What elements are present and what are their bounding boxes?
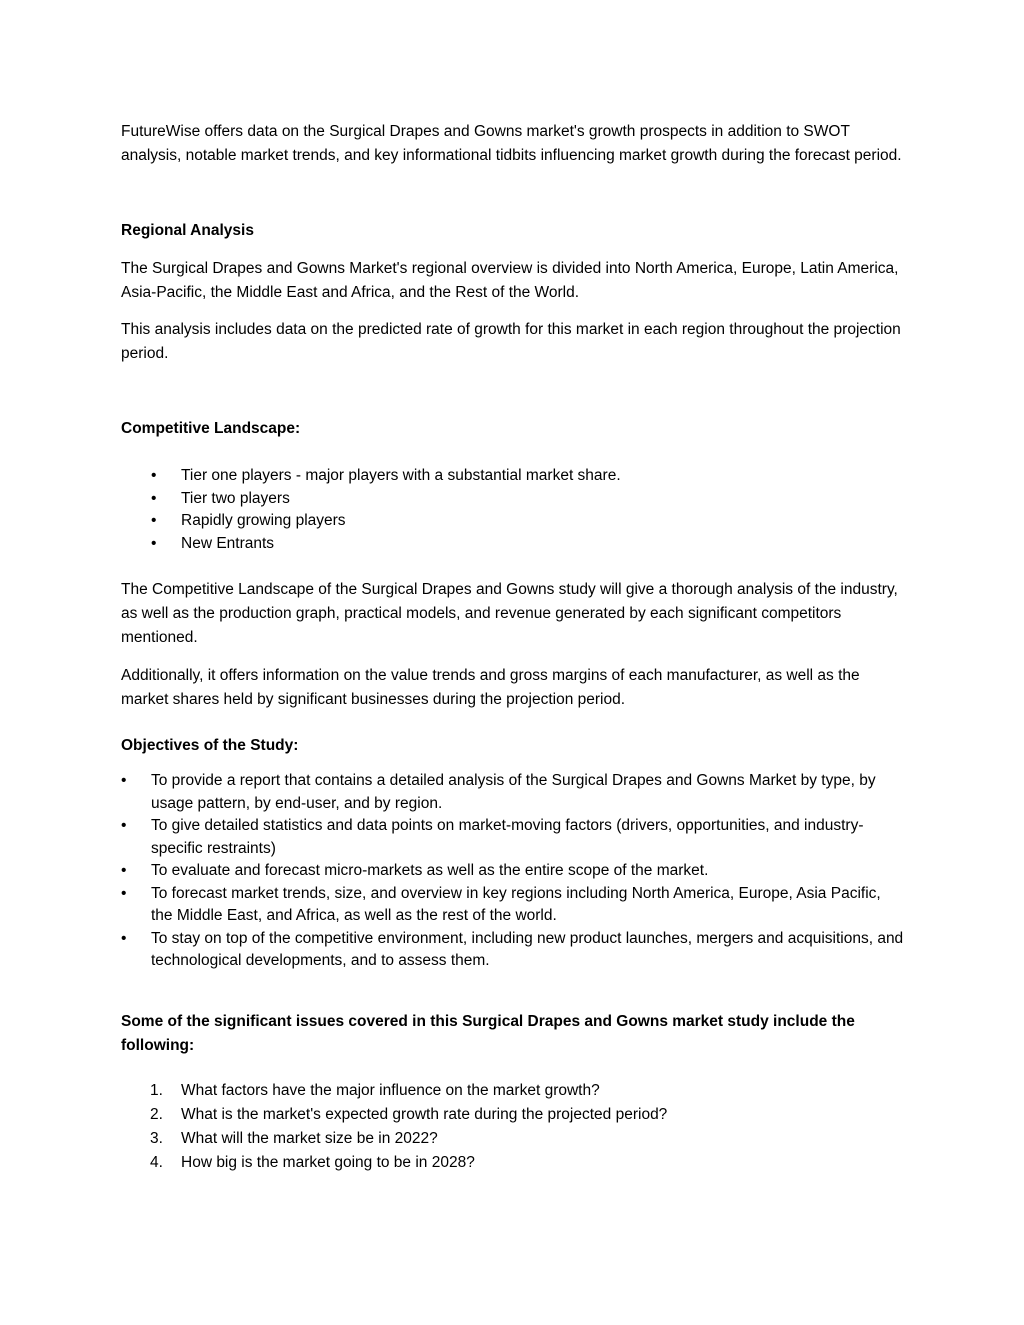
- competitive-player-list: [121, 465, 906, 555]
- bullet-icon: •: [121, 929, 127, 947]
- list-item: 2. What is the market's expected growth rate during the projected period?: [121, 1103, 906, 1127]
- regional-analysis-heading: Regional Analysis: [121, 222, 254, 239]
- list-item: 1. What factors have the major influence on the market growth?: [121, 1079, 906, 1103]
- objectives-heading: Objectives of the Study:: [121, 737, 299, 754]
- regional-paragraph-2: This analysis includes data on the predicted rate of growth for this market in each region throughout the projection period.: [121, 321, 901, 362]
- bullet-icon: •: [121, 817, 127, 834]
- bullet-icon: •: [151, 534, 157, 552]
- list-item: • To stay on top of the competitive environment, including new product launches, mergers and acquisitions, and technological developments, and to assess them.: [121, 929, 904, 969]
- regional-paragraph-1: The Surgical Drapes and Gowns Market's regional overview is divided into North America, Europe, Latin America, Asia-Pacific, the Middle East and Africa, and the Rest of the World.: [121, 260, 899, 301]
- list-item: • To forecast market trends, size, and overview in key regions including North America, Europe, Asia Pacific, the Middle East, and Africa, as well as the rest of the world.: [121, 884, 881, 924]
- list-item: 3. What will the market size be in 2022?: [121, 1127, 906, 1151]
- bullet-icon: •: [121, 862, 127, 879]
- intro-paragraph: FutureWise offers data on the Surgical Drapes and Gowns market's growth prospects in addition to SWOT analysis, notable market trends, and key informational tidbits influencing market growth during the forecast period.: [121, 123, 902, 164]
- list-number: 3.: [150, 1129, 163, 1147]
- list-item: 4. How big is the market going to be in 2028?: [121, 1151, 906, 1175]
- document-page: [121, 120, 906, 1175]
- list-item: • Tier one players - major players with a substantial market share.: [121, 465, 906, 488]
- issues-list: [121, 1079, 906, 1175]
- bullet-icon: •: [121, 884, 127, 902]
- list-item: • To provide a report that contains a detailed analysis of the Surgical Drapes and Gowns Market by type, by usage pattern, by end-user, and by region.: [121, 772, 876, 812]
- issues-heading: Some of the significant issues covered in this Surgical Drapes and Gowns market study include the following:: [121, 1012, 855, 1054]
- list-item: • New Entrants: [121, 533, 906, 556]
- bullet-icon: •: [151, 489, 157, 507]
- list-number: 4.: [150, 1153, 163, 1171]
- bullet-icon: •: [151, 512, 157, 529]
- bullet-icon: •: [151, 467, 157, 484]
- objectives-list: [121, 770, 906, 973]
- competitive-landscape-heading: Competitive Landscape:: [121, 420, 301, 437]
- bullet-icon: •: [121, 772, 127, 789]
- list-item: • Tier two players: [121, 488, 906, 511]
- list-number: 2.: [150, 1105, 163, 1123]
- list-item: • Rapidly growing players: [121, 510, 906, 533]
- list-item: • To evaluate and forecast micro-markets as well as the entire scope of the market.: [121, 860, 906, 883]
- list-number: 1.: [150, 1081, 163, 1099]
- competitive-paragraph-2: Additionally, it offers information on the value trends and gross margins of each manufacturer, as well as the market shares held by significant businesses during the projection period.: [121, 667, 860, 708]
- list-item: • To give detailed statistics and data points on market-moving factors (drivers, opportunities, and industry-specific restraints): [121, 817, 864, 857]
- competitive-paragraph-1: The Competitive Landscape of the Surgical Drapes and Gowns study will give a thorough analysis of the industry, as well as the production graph, practical models, and revenue generated by each significant competitors mentioned.: [121, 581, 898, 646]
